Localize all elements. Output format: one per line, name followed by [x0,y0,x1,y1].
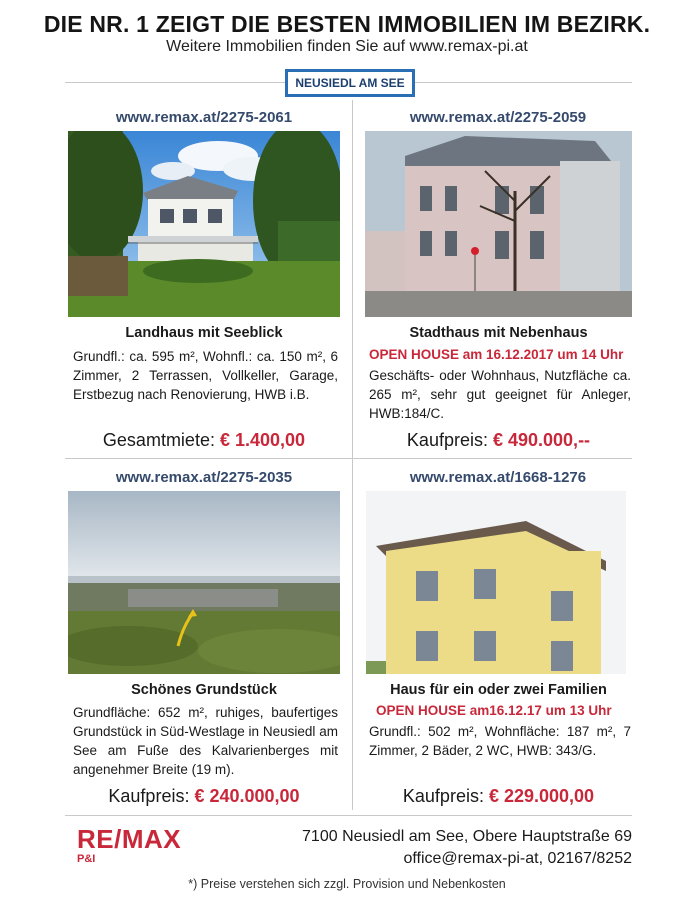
listing-4-url[interactable]: www.remax.at/1668-1276 [409,469,587,486]
page-subline: Weitere Immobilien finden Sie auf www.remax-pi.at [166,38,528,55]
listing-1-title: Landhaus mit Seeblick [125,325,283,341]
listing-2-price [365,430,632,451]
listing-2-price-value: € 490.000,-- [492,430,591,450]
listing-2-open-house: OPEN HOUSE am 16.12.2017 um 14 Uhr [369,347,624,362]
office-contact [302,826,632,870]
listing-4-price [365,786,632,807]
listing-3-photo [68,491,340,674]
office-address: 7100 Neusiedl am See, Obere Hauptstraße 69 [302,828,632,845]
listing-3-url[interactable]: www.remax.at/2275-2035 [115,469,293,486]
listing-4-open-house: OPEN HOUSE am16.12.17 um 13 Uhr [376,703,612,718]
office-email-phone[interactable]: office@remax-pi-at, 02167/8252 [403,850,632,867]
divider-top-right [415,82,632,83]
column-divider [352,100,353,810]
listing-1-price-label: Gesamtmiete: [102,430,215,450]
region-badge: NEUSIEDL AM SEE [285,69,415,97]
footer-divider [65,815,632,816]
listing-3-title: Schönes Grundstück [131,682,277,698]
listing-1-description: Grundfl.: ca. 595 m², Wohnfl.: ca. 150 m², 6 Zimmer, 2 Terrassen, Vollkeller, Garage, Erstbezug nach Renovierung, HWB i.B. [73,349,338,402]
listing-3-price-label: Kaufpreis: [108,786,190,806]
remax-logo [77,826,181,865]
listing-4-price-value: € 229.000,00 [488,786,595,806]
page-headline: DIE NR. 1 ZEIGT DIE BESTEN IMMOBILIEN IM BEZIRK. [43,11,651,37]
listing-1-price-value: € 1.400,00 [219,430,306,450]
listing-4-photo [366,491,626,674]
listing-2-description: Geschäfts- oder Wohnhaus, Nutzfläche ca. 265 m², sehr gut geeignet für Anleger, HWB:184/C. [369,368,631,421]
listing-1-url[interactable]: www.remax.at/2275-2061 [115,109,293,126]
listing-2-photo [365,131,632,317]
price-footnote: *) Preise verstehen sich zzgl. Provision und Nebenkosten [188,877,506,891]
listing-3-description: Grundfläche: 652 m², ruhiges, baufertiges Grundstück in Süd-Westlage in Neusiedl am See am Fuße des Kalvarienberges mit angenehmer Breite (19 m). [73,705,338,777]
listing-2-price-label: Kaufpreis: [406,430,488,450]
remax-logo-sub: P&I [77,853,96,865]
listing-3-price-value: € 240.000,00 [194,786,300,806]
listing-4-title: Haus für ein oder zwei Familien [390,682,607,698]
listing-3-price [68,786,340,807]
listing-4-price-label: Kaufpreis: [402,786,484,806]
listing-2-title: Stadthaus mit Nebenhaus [409,325,588,341]
row-divider [65,458,632,459]
listing-1-price [68,430,340,451]
divider-top-left [65,82,285,83]
listing-2-url[interactable]: www.remax.at/2275-2059 [409,109,587,126]
listing-4-description: Grundfl.: 502 m², Wohnfläche: 187 m², 7 Zimmer, 2 Bäder, 2 WC, HWB: 343/G. [369,724,631,758]
remax-logo-text: RE/MAX [77,824,182,854]
listing-1-photo [68,131,340,317]
